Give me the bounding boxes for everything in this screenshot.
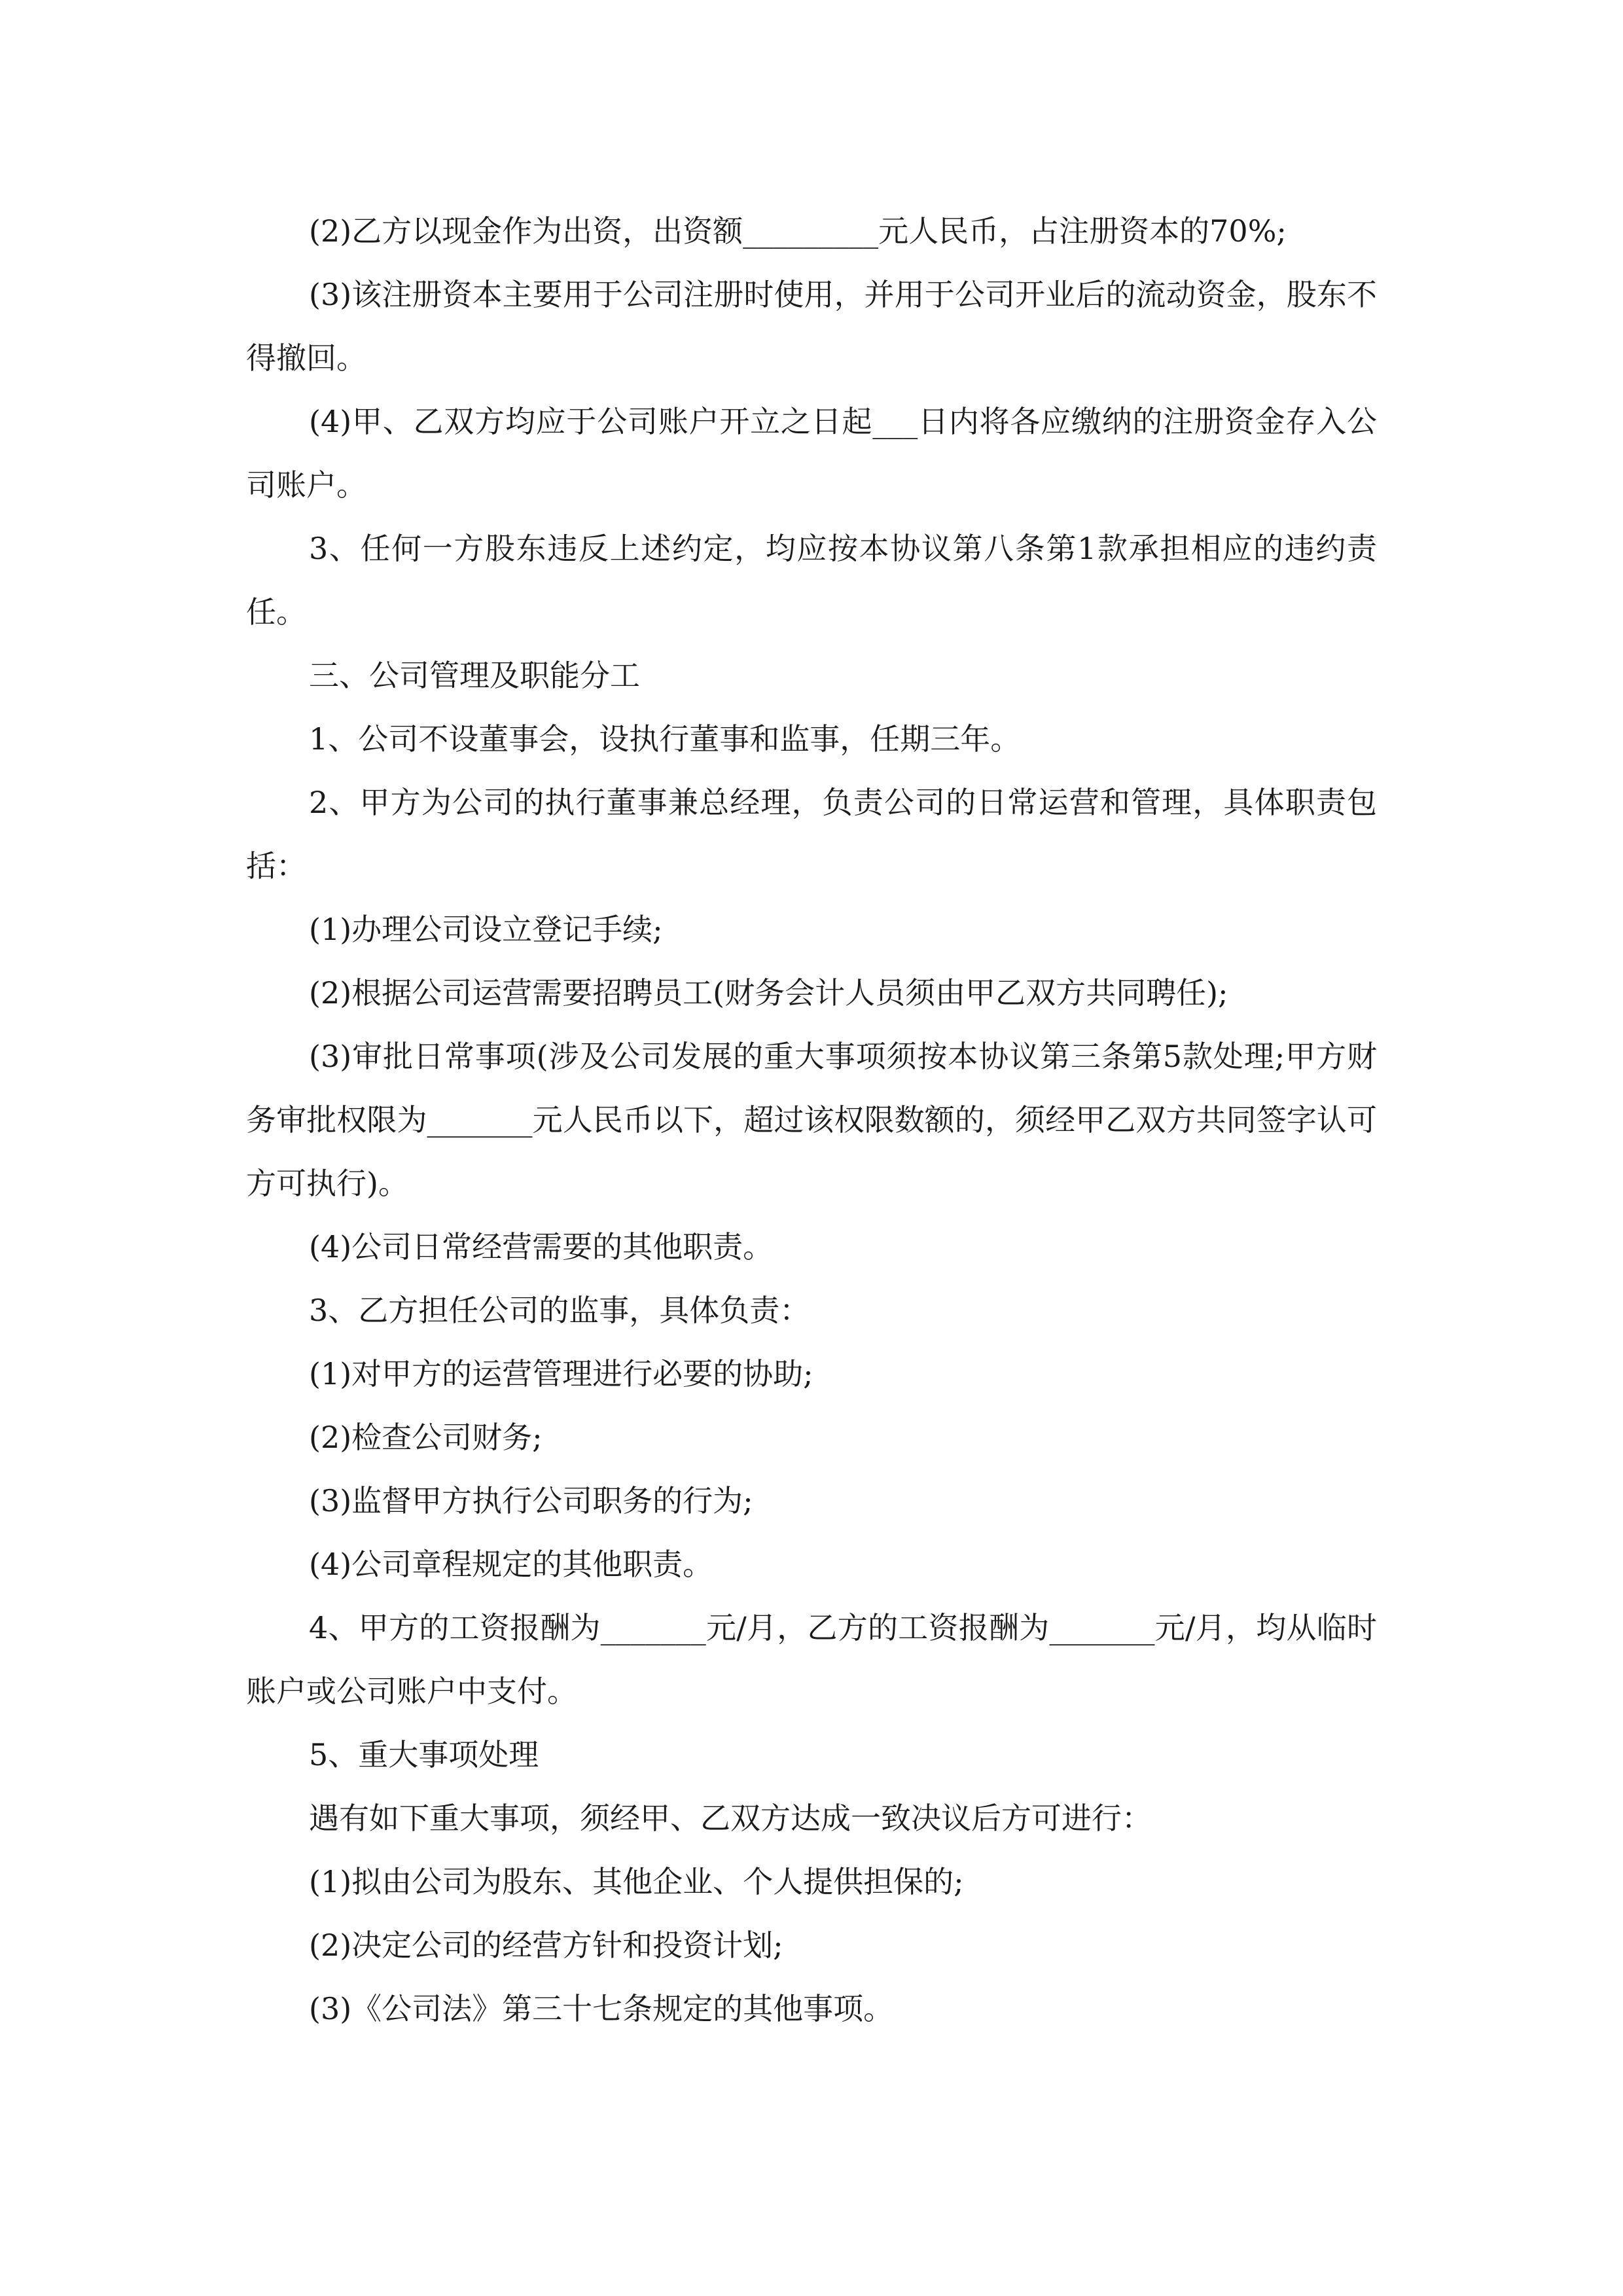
paragraph-major-matters-heading: 5、重大事项处理 — [309, 1737, 539, 1772]
paragraph-salary: 4、甲方的工资报酬为_______元/月，乙方的工资报酬为_______元/月，均从临时账户或公司账户中支付。 — [246, 1610, 1377, 1709]
paragraph-party-a-role: 2、甲方为公司的执行董事兼总经理，负责公司的日常运营和管理，具体职责包括： — [246, 785, 1377, 884]
list-item-other-duties-b: (4)公司章程规定的其他职责。 — [309, 1547, 713, 1582]
list-item-registration: (1)办理公司设立登记手续; — [309, 912, 663, 947]
list-item-audit: (2)检查公司财务; — [309, 1420, 543, 1455]
paragraph-major-matters-intro: 遇有如下重大事项，须经甲、乙双方达成一致决议后方可进行： — [309, 1801, 1152, 1836]
paragraph-capital-usage: (3)该注册资本主要用于公司注册时使用，并用于公司开业后的流动资金，股东不得撤回。 — [246, 277, 1377, 376]
list-item-other-duties-a: (4)公司日常经营需要的其他职责。 — [309, 1229, 774, 1265]
paragraph-party-b-role: 3、乙方担任公司的监事，具体负责： — [309, 1293, 810, 1328]
section-heading-management: 三、公司管理及职能分工 — [309, 658, 640, 693]
list-item-supervise: (3)监督甲方执行公司职务的行为; — [309, 1483, 753, 1518]
paragraph-capital-deposit: (4)甲、乙双方均应于公司账户开立之日起___日内将各应缴纳的注册资金存入公司账户。 — [246, 404, 1377, 503]
paragraph-capital-cash: (2)乙方以现金作为出资，出资额_________元人民币，占注册资本的70%; — [309, 213, 1287, 249]
document-body — [246, 200, 1377, 2041]
list-item-assist: (1)对甲方的运营管理进行必要的协助; — [309, 1356, 813, 1391]
list-item-business-plan: (2)决定公司的经营方针和投资计划; — [309, 1928, 783, 1963]
paragraph-no-board: 1、公司不设董事会，设执行董事和监事，任期三年。 — [309, 721, 1021, 757]
list-item-approval: (3)审批日常事项(涉及公司发展的重大事项须按本协议第三条第5款处理;甲方财务审批权限为_______元人民币以下，超过该权限数额的，须经甲乙双方共同签字认可方可执行)。 — [246, 1039, 1377, 1201]
list-item-guarantee: (1)拟由公司为股东、其他企业、个人提供担保的; — [309, 1864, 964, 1899]
paragraph-breach-liability: 3、任何一方股东违反上述约定，均应按本协议第八条第1款承担相应的违约责任。 — [246, 531, 1377, 630]
list-item-company-law: (3)《公司法》第三十七条规定的其他事项。 — [309, 1991, 894, 2026]
list-item-hiring: (2)根据公司运营需要招聘员工(财务会计人员须由甲乙双方共同聘任); — [309, 975, 1228, 1011]
